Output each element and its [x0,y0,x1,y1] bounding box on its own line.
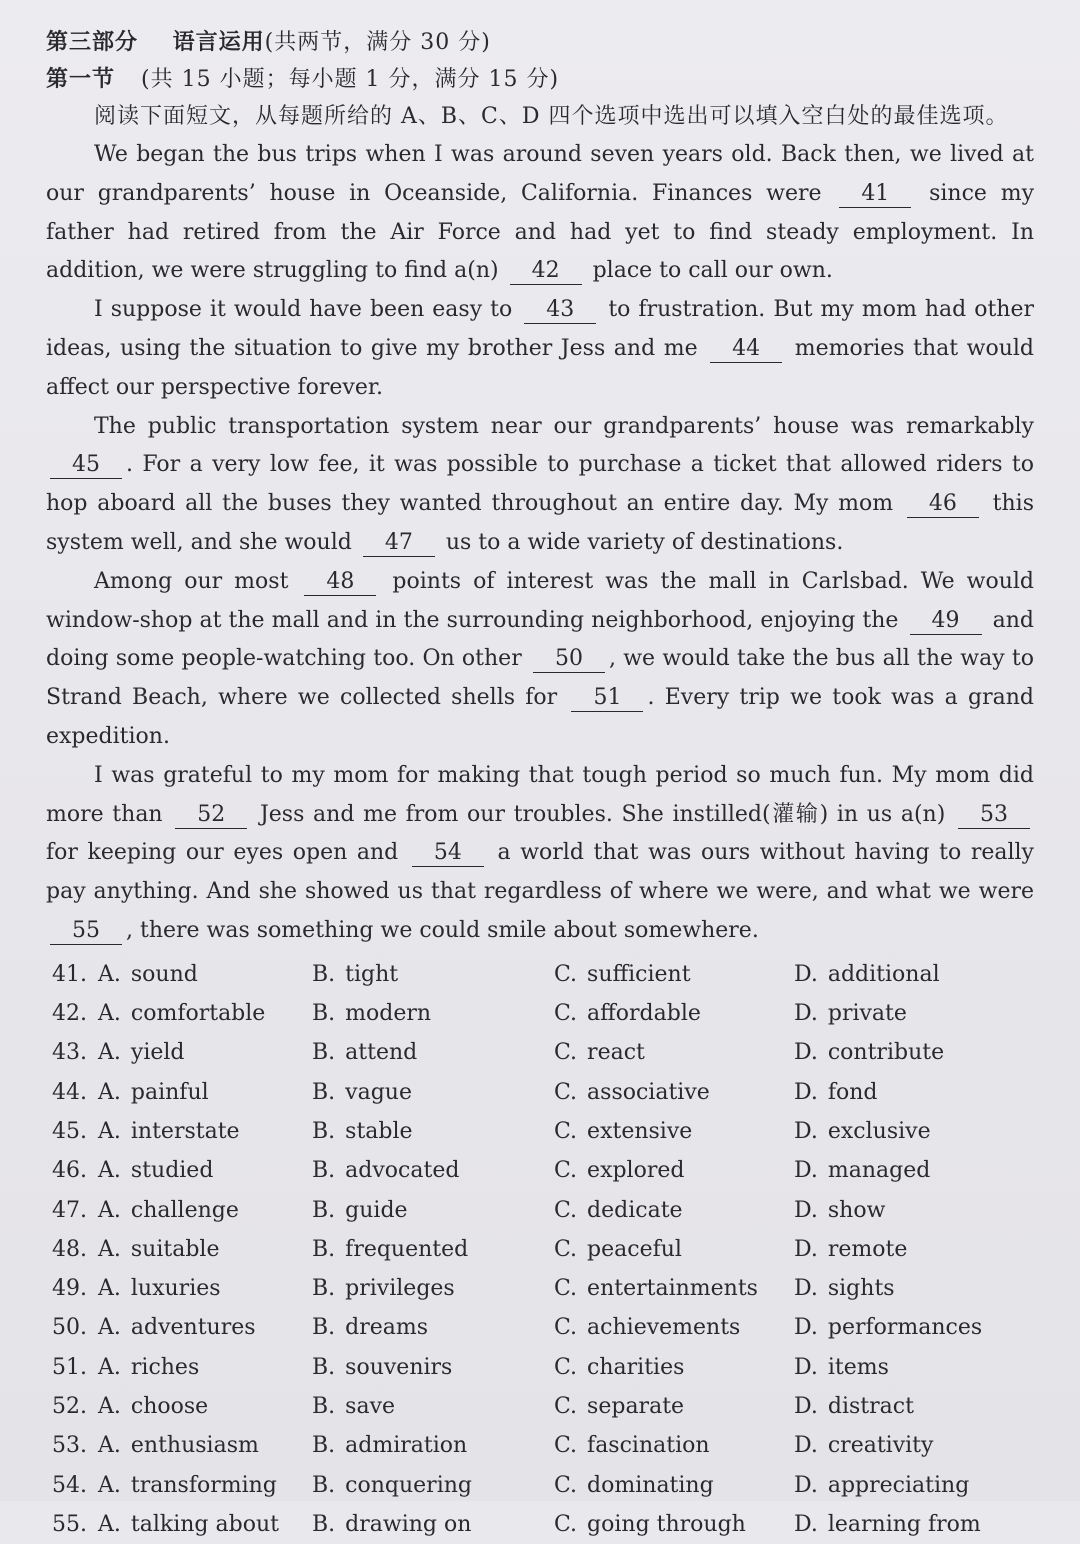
option-text: choose [130,1394,209,1419]
paragraph-1 [46,136,1034,291]
option-letter: A. [98,1433,121,1459]
option-letter: C. [554,1511,578,1537]
option-row [46,1348,1034,1387]
option-text: dedicate [587,1197,683,1223]
option-b [312,1505,554,1544]
option-letter: D. [794,1118,818,1144]
option-letter: B. [312,1472,336,1498]
option-letter: D. [794,1354,818,1380]
option-letter: D. [794,961,818,987]
option-c [554,1191,794,1230]
option-letter: C. [554,1118,578,1144]
option-c [554,1387,794,1426]
option-d [794,1505,1034,1544]
question-number: 43. [52,1040,87,1066]
option-text: save [345,1394,396,1419]
option-row [46,1073,1034,1112]
option-row [46,1505,1034,1544]
option-c [554,1151,794,1190]
text: We began the bus trips when I was around seven years old. Back then, we lived at our grandparents’ house in Oceanside, California. Finances were [46,142,1034,206]
option-text: appreciating [827,1472,970,1498]
option-letter: A. [98,1197,121,1223]
question-number: 52. [52,1394,87,1419]
option-c [554,1348,794,1387]
option-d [794,1151,1034,1190]
option-text: sights [827,1276,895,1302]
option-a [98,1466,312,1505]
option-b [312,1466,554,1505]
option-letter: C. [554,1315,578,1341]
option-text: challenge [130,1197,239,1223]
option-text: painful [130,1079,209,1105]
option-b [312,1151,554,1190]
option-letter: A. [98,1276,121,1302]
text: and doing some people-watching too. On other [46,607,1034,672]
text: to frustration. But my mom had other ideas, using the situation to give my brother Jess and me [46,297,1035,361]
option-text: creativity [827,1433,934,1459]
question-number: 53. [52,1433,87,1459]
option-a [98,1387,312,1426]
option-row [46,1230,1034,1269]
part-title: 第三部分 [46,29,139,55]
text: I was grateful to my mom for making that tough period so much fun. My mom did more than [46,762,1034,827]
option-b [312,1112,554,1151]
option-letter: C. [554,1040,578,1066]
option-a [98,1073,312,1112]
option-letter: A. [98,1001,121,1027]
option-letter: C. [554,1472,578,1498]
text: points of interest was the mall in Carlsbad. We would window-shop at the mall and in the surrounding neighborhood, enjoying the [46,568,1034,633]
option-text: dreams [345,1315,429,1341]
option-a [98,1308,312,1347]
option-text: adventures [130,1315,256,1341]
option-row [46,1151,1034,1190]
text: this system well, and she would [46,491,1034,555]
option-d [794,1466,1034,1505]
option-letter: D. [794,1079,818,1105]
option-b [312,1426,554,1465]
option-letter: B. [312,1433,336,1459]
option-text: charities [587,1354,685,1380]
option-letter: C. [554,1079,578,1105]
blank-45: 45 [50,452,122,479]
question-number: 50. [52,1315,87,1341]
option-a [98,1191,312,1230]
option-letter: B. [312,961,336,987]
option-letter: B. [312,1197,336,1223]
question-number: 48. [52,1236,87,1262]
option-text: vague [345,1079,412,1105]
option-c [554,1112,794,1151]
text: . Every trip we took was a grand expedition. [46,685,1034,749]
option-letter: D. [794,1433,818,1459]
option-c [554,994,794,1033]
option-text: interstate [130,1118,240,1144]
text: , there was something we could smile about somewhere. [126,917,759,943]
question-number: 54. [52,1472,87,1498]
paragraph-5 [46,757,1034,951]
option-row [46,1112,1034,1151]
option-letter: A. [98,1040,121,1066]
option-text: going through [587,1511,746,1537]
option-text: learning from [827,1511,981,1537]
option-text: affordable [587,1001,701,1027]
option-c [554,955,794,994]
blank-47: 47 [363,530,435,557]
option-text: performances [827,1315,983,1341]
blank-52: 52 [175,802,247,829]
option-text: additional [827,961,940,987]
option-row [46,1308,1034,1347]
section-score: (共 15 小题；每小题 1 分，满分 15 分) [141,67,560,92]
option-letter: A. [98,1511,121,1537]
option-letter: A. [98,961,121,987]
question-number: 42. [52,1001,87,1027]
option-letter: D. [794,1315,818,1341]
text: place to call our own. [592,258,833,284]
option-letter: B. [312,1354,336,1380]
option-text: contribute [827,1040,945,1066]
option-letter: B. [312,1236,336,1262]
text: , we would take the bus all the way to Strand Beach, where we collected shells for [46,646,1035,711]
option-c [554,1269,794,1308]
option-text: tight [345,961,399,987]
option-text: sound [130,961,198,987]
blank-44: 44 [710,336,782,363]
text: for keeping our eyes open and [46,840,399,866]
paragraph-4 [46,563,1034,757]
option-text: enthusiasm [130,1433,259,1459]
option-text: remote [827,1236,908,1262]
option-d [794,994,1034,1033]
option-text: riches [130,1354,200,1380]
option-c [554,1073,794,1112]
option-d [794,1348,1034,1387]
option-c [554,1033,794,1072]
option-a [98,1505,312,1544]
blank-55: 55 [50,918,122,945]
option-b [312,1269,554,1308]
option-c [554,1466,794,1505]
option-text: explored [587,1158,685,1184]
option-letter: D. [794,1236,818,1262]
blank-48: 48 [304,569,376,596]
option-text: show [827,1197,886,1223]
option-letter: D. [794,1472,818,1498]
option-letter: A. [98,1354,121,1380]
option-text: advocated [345,1158,460,1184]
blank-41: 41 [839,181,911,208]
option-text: private [827,1001,907,1027]
question-number: 47. [52,1197,87,1223]
option-text: fond [827,1079,878,1105]
option-text: privileges [345,1276,455,1302]
question-number: 55. [52,1511,87,1537]
option-letter: C. [554,961,578,987]
option-d [794,1387,1034,1426]
part-name: 语言运用 [172,29,265,55]
option-text: stable [345,1118,413,1144]
option-row [46,1466,1034,1505]
option-d [794,1112,1034,1151]
question-number: 49. [52,1276,87,1302]
option-row [46,1191,1034,1230]
option-b [312,1230,554,1269]
option-d [794,1191,1034,1230]
option-text: fascination [587,1433,710,1459]
text: The public transportation system near our grandparents’ house was remarkably [94,413,1034,439]
option-d [794,1269,1034,1308]
option-a [98,1348,312,1387]
option-letter: A. [98,1472,121,1498]
blank-50: 50 [533,646,605,673]
option-row [46,955,1034,994]
option-a [98,1269,312,1308]
option-text: souvenirs [345,1354,453,1380]
text: Among our most [94,568,289,594]
option-text: managed [827,1158,931,1184]
option-letter: B. [312,1040,336,1066]
option-letter: C. [554,1001,578,1027]
option-letter: A. [98,1158,121,1184]
blank-53: 53 [958,802,1030,829]
text: I suppose it would have been easy to [94,297,513,323]
option-text: items [827,1354,889,1380]
option-row [46,1269,1034,1308]
option-text: extensive [587,1118,693,1144]
option-letter: C. [554,1158,578,1184]
option-letter: C. [554,1354,578,1380]
option-text: separate [587,1394,685,1419]
option-letter: C. [554,1197,578,1223]
option-text: modern [345,1001,432,1027]
option-letter: D. [794,1276,818,1302]
option-c [554,1230,794,1269]
option-text: associative [587,1079,710,1105]
option-a [98,1426,312,1465]
option-letter: A. [98,1394,121,1419]
option-row [46,1033,1034,1072]
blank-49: 49 [910,608,982,635]
option-row [46,1387,1034,1426]
option-row [46,1426,1034,1465]
question-number: 51. [52,1354,87,1380]
option-letter: C. [554,1394,578,1419]
option-b [312,994,554,1033]
part-heading [46,24,1034,61]
option-b [312,1191,554,1230]
option-letter: B. [312,1118,336,1144]
blank-54: 54 [412,840,484,867]
option-text: dominating [587,1472,714,1498]
option-letter: A. [98,1236,121,1262]
text: memories that would affect our perspective forever. [46,335,1035,400]
option-text: studied [130,1158,214,1184]
option-text: attend [345,1040,418,1066]
option-b [312,955,554,994]
passage [46,136,1034,951]
option-b [312,1073,554,1112]
option-b [312,1387,554,1426]
option-letter: D. [794,1511,818,1537]
blank-43: 43 [524,297,596,324]
part-score: (共两节，满分 30 分) [264,30,491,55]
option-a [98,955,312,994]
option-letter: C. [554,1433,578,1459]
option-d [794,1308,1034,1347]
option-text: admiration [345,1433,468,1459]
option-text: sufficient [587,961,691,987]
option-letter: B. [312,1079,336,1105]
option-d [794,955,1034,994]
option-text: luxuries [130,1276,221,1302]
option-a [98,1230,312,1269]
option-text: yield [130,1040,185,1066]
option-text: transforming [130,1472,277,1498]
option-a [98,1033,312,1072]
option-a [98,994,312,1033]
question-number: 41. [52,961,87,987]
option-letter: A. [98,1079,121,1105]
paragraph-3 [46,408,1034,563]
option-text: entertainments [587,1276,758,1302]
question-number: 44. [52,1079,87,1105]
option-text: guide [345,1197,408,1223]
option-text: talking about [130,1511,279,1537]
option-text: conquering [345,1472,472,1498]
option-a [98,1151,312,1190]
text: a world that was ours without having to really pay anything. And she showed us that regardless of where we were, and what we were [46,840,1034,905]
option-d [794,1033,1034,1072]
option-letter: B. [312,1276,336,1302]
text: since my father had retired from the Air Force and had yet to find steady employment. In addition, we were struggling to find a(n) [46,180,1034,284]
option-letter: B. [312,1315,336,1341]
option-letter: D. [794,1001,818,1027]
text: . For a very low fee, it was possible to purchase a ticket that allowed riders to hop aboard all the buses they wanted throughout an entire day. My mom [46,452,1034,517]
text: us to a wide variety of destinations. [445,529,844,555]
option-text: drawing on [345,1511,472,1537]
option-d [794,1230,1034,1269]
blank-42: 42 [510,258,582,285]
option-letter: B. [312,1158,336,1184]
option-letter: D. [794,1158,818,1184]
option-letter: B. [312,1394,336,1419]
option-text: achievements [587,1315,741,1341]
option-c [554,1505,794,1544]
option-c [554,1426,794,1465]
option-b [312,1348,554,1387]
text: Jess and me from our troubles. She instilled(灌输) in us a(n) [259,801,946,827]
option-letter: C. [554,1236,578,1262]
option-b [312,1033,554,1072]
option-text: exclusive [827,1118,931,1144]
instruction: 阅读下面短文，从每题所给的 A、B、C、D 四个选项中选出可以填入空白处的最佳选项。 [94,104,1009,129]
paragraph-2 [46,291,1034,407]
option-letter: B. [312,1511,336,1537]
section-title: 第一节 [46,66,116,92]
option-d [794,1073,1034,1112]
options-list [46,955,1034,1544]
option-text: react [587,1040,645,1066]
option-text: frequented [345,1236,469,1262]
option-text: distract [827,1394,914,1419]
option-letter: B. [312,1001,336,1027]
option-letter: A. [98,1315,121,1341]
option-letter: C. [554,1276,578,1302]
blank-46: 46 [907,491,979,518]
option-a [98,1112,312,1151]
option-b [312,1308,554,1347]
question-number: 46. [52,1158,87,1184]
option-letter: D. [794,1197,818,1223]
section-heading [46,61,1034,98]
option-text: comfortable [130,1001,266,1027]
question-number: 45. [52,1118,87,1144]
option-letter: D. [794,1040,818,1066]
option-c [554,1308,794,1347]
option-letter: A. [98,1118,121,1144]
option-text: peaceful [587,1236,682,1262]
option-row [46,994,1034,1033]
blank-51: 51 [571,685,643,712]
option-letter: D. [794,1394,818,1419]
option-d [794,1426,1034,1465]
option-text: suitable [130,1236,220,1262]
